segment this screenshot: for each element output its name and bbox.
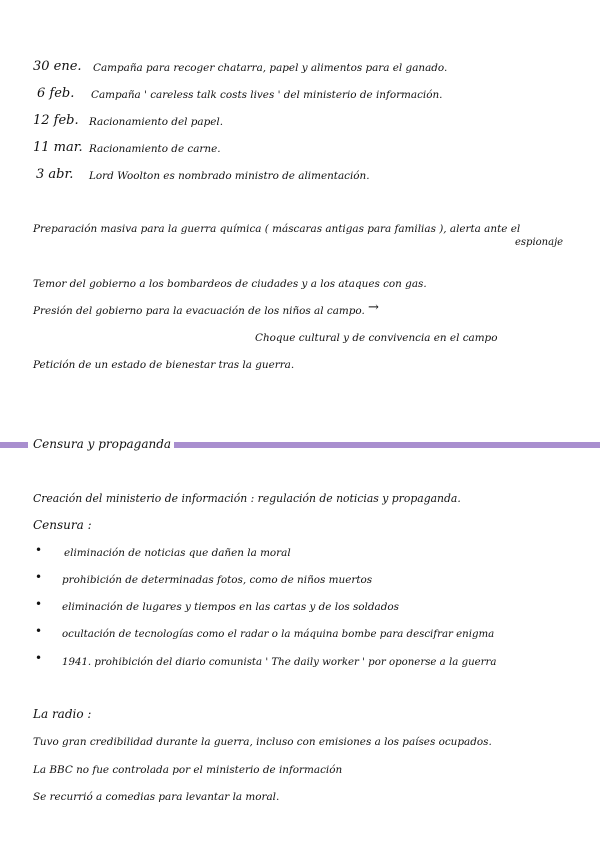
radio-line: La BBC no fue controlada por el ministerio de información bbox=[33, 764, 343, 776]
bullet-icon: • bbox=[35, 570, 43, 584]
timeline-text: Campaña ' careless talk costs lives ' del ministerio de información. bbox=[91, 89, 443, 101]
timeline-date: 11 mar. bbox=[33, 140, 83, 155]
timeline-date: 12 feb. bbox=[33, 113, 79, 128]
section-heading: Censura y propaganda bbox=[33, 437, 172, 451]
timeline-date: 3 abr. bbox=[36, 167, 74, 182]
arrow-icon: → bbox=[368, 300, 379, 315]
censorship-item: eliminación de lugares y tiempos en las cartas y de los soldados bbox=[62, 601, 399, 613]
culture-clash-line: Choque cultural y de convivencia en el campo bbox=[255, 332, 498, 344]
bullet-icon: • bbox=[35, 543, 43, 557]
radio-line: Tuvo gran credibilidad durante la guerra, incluso con emisiones a los países ocupados. bbox=[33, 736, 492, 748]
section-rule-right bbox=[174, 442, 600, 448]
timeline-date: 30 ene. bbox=[33, 59, 82, 74]
welfare-line: Petición de un estado de bienestar tras la guerra. bbox=[33, 359, 295, 371]
timeline-text: Racionamiento del papel. bbox=[89, 116, 223, 128]
evacuation-line: Presión del gobierno para la evacuación de los niños al campo. bbox=[33, 305, 365, 317]
timeline-text: Campaña para recoger chatarra, papel y alimentos para el ganado. bbox=[93, 62, 448, 74]
censorship-item: prohibición de determinadas fotos, como de niños muertos bbox=[62, 574, 373, 586]
preparation-line: Preparación masiva para la guerra química ( máscaras antigas para familias ), alerta ante el bbox=[33, 223, 521, 235]
section-rule-left bbox=[0, 442, 28, 448]
fear-line: Temor del gobierno a los bombardeos de ciudades y a los ataques con gas. bbox=[33, 278, 427, 290]
censorship-item: 1941. prohibición del diario comunista ' The daily worker ' por oponerse a la guerra bbox=[62, 657, 497, 668]
ministry-line: Creación del ministerio de información : regulación de noticias y propaganda. bbox=[33, 492, 461, 505]
bullet-icon: • bbox=[35, 597, 43, 611]
timeline-text: Lord Woolton es nombrado ministro de alimentación. bbox=[89, 170, 370, 182]
censorship-item: eliminación de noticias que dañen la moral bbox=[64, 547, 291, 559]
radio-line: Se recurrió a comedias para levantar la moral. bbox=[33, 791, 280, 803]
censorship-label: Censura : bbox=[33, 518, 92, 532]
radio-label: La radio : bbox=[33, 707, 92, 721]
timeline-text: Racionamiento de carne. bbox=[89, 143, 221, 155]
timeline-date: 6 feb. bbox=[37, 86, 75, 101]
preparation-line-continued: espionaje bbox=[515, 237, 564, 248]
bullet-icon: • bbox=[35, 651, 43, 665]
bullet-icon: • bbox=[35, 624, 43, 638]
censorship-item: ocultación de tecnologías como el radar o la máquina bombe para descifrar enigma bbox=[62, 629, 495, 640]
